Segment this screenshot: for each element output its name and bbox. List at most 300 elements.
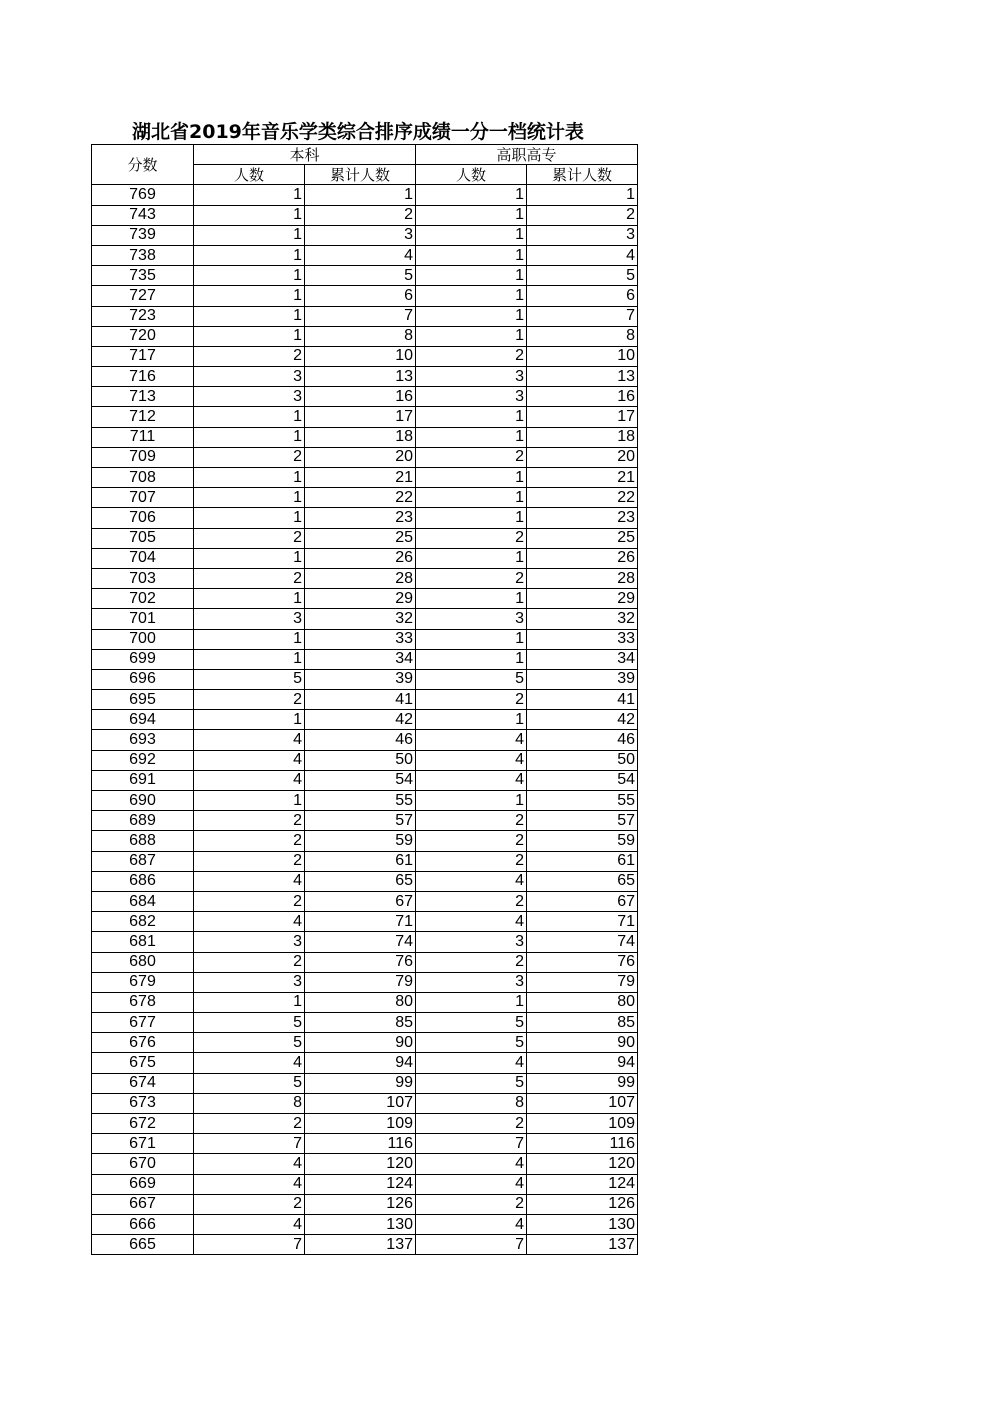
undergrad-cumulative-cell: 1: [305, 185, 416, 205]
table-row: [92, 407, 638, 427]
undergrad-count-cell: 5: [194, 669, 305, 689]
table-row: [92, 205, 638, 225]
score-cell: 717: [92, 346, 194, 366]
vocational-count-cell: 1: [416, 649, 527, 669]
undergrad-count-cell: 4: [194, 1174, 305, 1194]
vocational-count-cell: 3: [416, 972, 527, 992]
table-row: [92, 447, 638, 467]
score-cell: 743: [92, 205, 194, 225]
vocational-count-cell: 2: [416, 1194, 527, 1214]
table-row: [92, 1053, 638, 1073]
undergrad-cumulative-cell: 7: [305, 306, 416, 326]
score-cell: 691: [92, 770, 194, 790]
table-row: [92, 770, 638, 790]
score-cell: 666: [92, 1214, 194, 1234]
vocational-cumulative-cell: 94: [527, 1053, 638, 1073]
table-row: [92, 387, 638, 407]
vocational-count-cell: 1: [416, 589, 527, 609]
undergrad-cumulative-cell: 107: [305, 1093, 416, 1113]
vocational-cumulative-cell: 107: [527, 1093, 638, 1113]
vocational-cumulative-cell: 32: [527, 609, 638, 629]
vocational-cumulative-cell: 137: [527, 1235, 638, 1255]
vocational-cumulative-cell: 54: [527, 770, 638, 790]
vocational-count-cell: 1: [416, 205, 527, 225]
undergrad-count-cell: 8: [194, 1093, 305, 1113]
vocational-cumulative-cell: 116: [527, 1134, 638, 1154]
table-row: [92, 851, 638, 871]
vocational-cumulative-cell: 99: [527, 1073, 638, 1093]
vocational-cumulative-cell: 13: [527, 367, 638, 387]
table-row: [92, 1073, 638, 1093]
score-cell: 689: [92, 811, 194, 831]
vocational-count-cell: 1: [416, 508, 527, 528]
vocational-count-cell: 1: [416, 225, 527, 245]
undergrad-cumulative-cell: 124: [305, 1174, 416, 1194]
table-row: [92, 1033, 638, 1053]
vocational-cumulative-cell: 33: [527, 629, 638, 649]
table-row: [92, 427, 638, 447]
table-row: [92, 710, 638, 730]
score-cell: 681: [92, 932, 194, 952]
undergrad-cumulative-cell: 20: [305, 447, 416, 467]
score-cell: 702: [92, 589, 194, 609]
table-row: [92, 367, 638, 387]
undergrad-cumulative-cell: 2: [305, 205, 416, 225]
table-row: [92, 690, 638, 710]
score-cell: 695: [92, 690, 194, 710]
undergrad-count-cell: 1: [194, 508, 305, 528]
vocational-count-cell: 2: [416, 690, 527, 710]
vocational-cumulative-cell: 61: [527, 851, 638, 871]
undergrad-count-cell: 1: [194, 427, 305, 447]
undergrad-count-cell: 1: [194, 286, 305, 306]
undergrad-count-cell: 1: [194, 245, 305, 265]
vocational-cumulative-cell: 67: [527, 891, 638, 911]
table-header: [92, 145, 638, 185]
undergrad-cumulative-cell: 39: [305, 669, 416, 689]
undergrad-cumulative-cell: 126: [305, 1194, 416, 1214]
table-row: [92, 649, 638, 669]
table-row: [92, 811, 638, 831]
vocational-cumulative-cell: 130: [527, 1214, 638, 1234]
undergrad-cumulative-cell: 54: [305, 770, 416, 790]
page-title: 湖北省2019年音乐学类综合排序成绩一分一档统计表: [132, 121, 584, 143]
table-row: [92, 528, 638, 548]
vocational-count-cell: 4: [416, 1174, 527, 1194]
vocational-cumulative-cell: 71: [527, 912, 638, 932]
table-row: [92, 609, 638, 629]
undergrad-count-cell: 2: [194, 690, 305, 710]
vocational-count-cell: 4: [416, 1214, 527, 1234]
vocational-count-cell: 1: [416, 710, 527, 730]
vocational-count-cell: 2: [416, 952, 527, 972]
table-row: [92, 1194, 638, 1214]
score-cell: 684: [92, 891, 194, 911]
score-cell: 707: [92, 488, 194, 508]
undergrad-count-cell: 1: [194, 710, 305, 730]
score-cell: 696: [92, 669, 194, 689]
vocational-cumulative-cell: 59: [527, 831, 638, 851]
vocational-cumulative-cell: 109: [527, 1114, 638, 1134]
undergrad-cumulative-cell: 32: [305, 609, 416, 629]
table-row: [92, 1174, 638, 1194]
vocational-count-cell: 2: [416, 346, 527, 366]
vocational-cumulative-cell: 29: [527, 589, 638, 609]
score-cell: 705: [92, 528, 194, 548]
vocational-count-cell: 4: [416, 871, 527, 891]
table-row: [92, 326, 638, 346]
undergrad-count-cell: 2: [194, 1194, 305, 1214]
undergrad-cumulative-cell: 23: [305, 508, 416, 528]
undergrad-count-header: 人数: [194, 165, 305, 185]
undergrad-cumulative-cell: 25: [305, 528, 416, 548]
table-row: [92, 1114, 638, 1134]
undergrad-count-cell: 4: [194, 1053, 305, 1073]
vocational-cumulative-cell: 25: [527, 528, 638, 548]
undergrad-count-cell: 2: [194, 346, 305, 366]
vocational-count-cell: 1: [416, 427, 527, 447]
undergrad-count-cell: 1: [194, 185, 305, 205]
undergrad-count-cell: 5: [194, 1073, 305, 1093]
undergrad-count-cell: 2: [194, 1114, 305, 1134]
undergrad-count-cell: 1: [194, 992, 305, 1012]
score-cell: 686: [92, 871, 194, 891]
vocational-cumulative-cell: 2: [527, 205, 638, 225]
score-distribution-table: [91, 144, 638, 1255]
undergrad-count-cell: 4: [194, 871, 305, 891]
undergrad-cumulative-cell: 85: [305, 1013, 416, 1033]
undergrad-count-cell: 3: [194, 932, 305, 952]
vocational-cumulative-cell: 57: [527, 811, 638, 831]
score-cell: 688: [92, 831, 194, 851]
score-cell: 690: [92, 791, 194, 811]
undergrad-cumulative-cell: 17: [305, 407, 416, 427]
undergrad-cumulative-cell: 130: [305, 1214, 416, 1234]
undergrad-cumulative-cell: 61: [305, 851, 416, 871]
table-row: [92, 185, 638, 205]
score-cell: 674: [92, 1073, 194, 1093]
score-cell: 735: [92, 266, 194, 286]
score-cell: 727: [92, 286, 194, 306]
undergrad-cumulative-cell: 65: [305, 871, 416, 891]
vocational-count-cell: 4: [416, 750, 527, 770]
undergrad-cumulative-cell: 71: [305, 912, 416, 932]
undergrad-count-cell: 2: [194, 831, 305, 851]
undergrad-cumulative-cell: 4: [305, 245, 416, 265]
vocational-count-cell: 4: [416, 730, 527, 750]
score-cell: 677: [92, 1013, 194, 1033]
table-row: [92, 750, 638, 770]
undergrad-count-cell: 2: [194, 447, 305, 467]
undergrad-count-cell: 4: [194, 770, 305, 790]
vocational-cumulative-cell: 50: [527, 750, 638, 770]
vocational-cumulative-cell: 90: [527, 1033, 638, 1053]
score-cell: 720: [92, 326, 194, 346]
vocational-count-cell: 2: [416, 831, 527, 851]
score-cell: 739: [92, 225, 194, 245]
vocational-count-cell: 1: [416, 992, 527, 1012]
vocational-count-cell: 4: [416, 912, 527, 932]
undergrad-count-cell: 4: [194, 1214, 305, 1234]
table-row: [92, 972, 638, 992]
vocational-count-cell: 2: [416, 891, 527, 911]
vocational-cumulative-cell: 65: [527, 871, 638, 891]
score-cell: 694: [92, 710, 194, 730]
score-cell: 669: [92, 1174, 194, 1194]
score-cell: 703: [92, 568, 194, 588]
undergrad-count-cell: 1: [194, 548, 305, 568]
undergrad-cumulative-cell: 109: [305, 1114, 416, 1134]
table-row: [92, 932, 638, 952]
undergrad-count-cell: 2: [194, 851, 305, 871]
table-row: [92, 831, 638, 851]
table-row: [92, 266, 638, 286]
table-row: [92, 669, 638, 689]
undergrad-count-cell: 4: [194, 750, 305, 770]
vocational-cumulative-cell: 3: [527, 225, 638, 245]
undergrad-cumulative-cell: 22: [305, 488, 416, 508]
vocational-cumulative-cell: 28: [527, 568, 638, 588]
undergrad-count-cell: 1: [194, 791, 305, 811]
vocational-count-cell: 2: [416, 851, 527, 871]
score-cell: 704: [92, 548, 194, 568]
table-row: [92, 508, 638, 528]
undergrad-cumulative-cell: 116: [305, 1134, 416, 1154]
undergrad-cumulative-cell: 8: [305, 326, 416, 346]
vocational-count-cell: 1: [416, 306, 527, 326]
undergrad-cumulative-cell: 5: [305, 266, 416, 286]
score-cell: 716: [92, 367, 194, 387]
score-cell: 670: [92, 1154, 194, 1174]
vocational-count-cell: 2: [416, 447, 527, 467]
vocational-cumulative-cell: 20: [527, 447, 638, 467]
vocational-count-cell: 1: [416, 407, 527, 427]
vocational-cumulative-cell: 126: [527, 1194, 638, 1214]
vocational-count-cell: 2: [416, 568, 527, 588]
undergrad-count-cell: 4: [194, 730, 305, 750]
score-column-header: 分数: [92, 145, 194, 185]
undergrad-cumulative-cell: 21: [305, 468, 416, 488]
undergrad-cumulative-cell: 33: [305, 629, 416, 649]
table-row: [92, 1154, 638, 1174]
vocational-cumulative-header: 累计人数: [527, 165, 638, 185]
undergrad-count-cell: 2: [194, 568, 305, 588]
vocational-count-cell: 1: [416, 185, 527, 205]
undergrad-count-cell: 2: [194, 952, 305, 972]
undergrad-count-cell: 5: [194, 1033, 305, 1053]
undergrad-count-cell: 7: [194, 1134, 305, 1154]
undergrad-count-cell: 3: [194, 972, 305, 992]
table-row: [92, 629, 638, 649]
vocational-cumulative-cell: 22: [527, 488, 638, 508]
score-cell: 738: [92, 245, 194, 265]
vocational-count-cell: 5: [416, 669, 527, 689]
score-cell: 693: [92, 730, 194, 750]
table-row: [92, 286, 638, 306]
undergrad-cumulative-cell: 41: [305, 690, 416, 710]
vocational-count-cell: 1: [416, 326, 527, 346]
score-cell: 679: [92, 972, 194, 992]
vocational-cumulative-cell: 8: [527, 326, 638, 346]
undergrad-count-cell: 1: [194, 488, 305, 508]
undergrad-count-cell: 1: [194, 407, 305, 427]
undergrad-cumulative-cell: 94: [305, 1053, 416, 1073]
vocational-cumulative-cell: 16: [527, 387, 638, 407]
vocational-count-cell: 5: [416, 1073, 527, 1093]
vocational-cumulative-cell: 80: [527, 992, 638, 1012]
undergrad-cumulative-cell: 6: [305, 286, 416, 306]
undergrad-count-cell: 1: [194, 225, 305, 245]
vocational-count-cell: 1: [416, 548, 527, 568]
table-row: [92, 952, 638, 972]
vocational-cumulative-cell: 1: [527, 185, 638, 205]
vocational-cumulative-cell: 74: [527, 932, 638, 952]
undergrad-count-cell: 3: [194, 387, 305, 407]
undergrad-count-cell: 1: [194, 468, 305, 488]
vocational-count-cell: 3: [416, 387, 527, 407]
undergrad-count-cell: 1: [194, 326, 305, 346]
score-cell: 700: [92, 629, 194, 649]
score-cell: 671: [92, 1134, 194, 1154]
vocational-cumulative-cell: 34: [527, 649, 638, 669]
undergrad-cumulative-cell: 34: [305, 649, 416, 669]
vocational-cumulative-cell: 124: [527, 1174, 638, 1194]
vocational-count-cell: 1: [416, 791, 527, 811]
table-body: [92, 185, 638, 1255]
score-cell: 673: [92, 1093, 194, 1113]
score-cell: 665: [92, 1235, 194, 1255]
undergrad-cumulative-cell: 26: [305, 548, 416, 568]
table-row: [92, 548, 638, 568]
undergrad-cumulative-cell: 59: [305, 831, 416, 851]
undergrad-cumulative-cell: 76: [305, 952, 416, 972]
table-row: [92, 468, 638, 488]
undergrad-count-cell: 5: [194, 1013, 305, 1033]
undergrad-count-cell: 4: [194, 912, 305, 932]
score-cell: 692: [92, 750, 194, 770]
table-row: [92, 1235, 638, 1255]
vocational-cumulative-cell: 10: [527, 346, 638, 366]
vocational-group-header: 高职高专: [416, 145, 638, 165]
vocational-count-cell: 3: [416, 367, 527, 387]
vocational-count-cell: 1: [416, 266, 527, 286]
score-cell: 675: [92, 1053, 194, 1073]
table-row: [92, 306, 638, 326]
undergrad-count-cell: 1: [194, 629, 305, 649]
undergrad-cumulative-cell: 10: [305, 346, 416, 366]
vocational-cumulative-cell: 85: [527, 1013, 638, 1033]
vocational-count-cell: 7: [416, 1235, 527, 1255]
undergrad-cumulative-cell: 13: [305, 367, 416, 387]
vocational-cumulative-cell: 42: [527, 710, 638, 730]
vocational-count-cell: 3: [416, 932, 527, 952]
undergrad-cumulative-cell: 90: [305, 1033, 416, 1053]
vocational-count-cell: 4: [416, 1154, 527, 1174]
undergrad-cumulative-cell: 80: [305, 992, 416, 1012]
undergrad-cumulative-cell: 50: [305, 750, 416, 770]
vocational-count-header: 人数: [416, 165, 527, 185]
score-cell: 667: [92, 1194, 194, 1214]
table-row: [92, 992, 638, 1012]
score-cell: 711: [92, 427, 194, 447]
table-row: [92, 1093, 638, 1113]
vocational-count-cell: 1: [416, 245, 527, 265]
undergrad-count-cell: 1: [194, 306, 305, 326]
vocational-count-cell: 1: [416, 488, 527, 508]
vocational-count-cell: 1: [416, 468, 527, 488]
table-row: [92, 589, 638, 609]
undergrad-count-cell: 3: [194, 609, 305, 629]
undergrad-cumulative-cell: 42: [305, 710, 416, 730]
table-row: [92, 871, 638, 891]
table-row: [92, 346, 638, 366]
undergrad-count-cell: 1: [194, 205, 305, 225]
vocational-cumulative-cell: 6: [527, 286, 638, 306]
undergrad-cumulative-cell: 28: [305, 568, 416, 588]
vocational-cumulative-cell: 55: [527, 791, 638, 811]
score-cell: 706: [92, 508, 194, 528]
vocational-cumulative-cell: 76: [527, 952, 638, 972]
vocational-count-cell: 4: [416, 1053, 527, 1073]
header-row-groups: [92, 145, 638, 165]
vocational-count-cell: 2: [416, 811, 527, 831]
table-row: [92, 245, 638, 265]
table-row: [92, 791, 638, 811]
vocational-cumulative-cell: 23: [527, 508, 638, 528]
vocational-count-cell: 2: [416, 1114, 527, 1134]
vocational-cumulative-cell: 17: [527, 407, 638, 427]
vocational-count-cell: 1: [416, 286, 527, 306]
vocational-cumulative-cell: 79: [527, 972, 638, 992]
vocational-cumulative-cell: 18: [527, 427, 638, 447]
score-cell: 672: [92, 1114, 194, 1134]
score-cell: 680: [92, 952, 194, 972]
score-cell: 708: [92, 468, 194, 488]
vocational-count-cell: 2: [416, 528, 527, 548]
undergrad-cumulative-cell: 46: [305, 730, 416, 750]
undergrad-count-cell: 2: [194, 811, 305, 831]
score-cell: 709: [92, 447, 194, 467]
vocational-cumulative-cell: 4: [527, 245, 638, 265]
score-cell: 676: [92, 1033, 194, 1053]
score-cell: 701: [92, 609, 194, 629]
undergrad-cumulative-cell: 74: [305, 932, 416, 952]
undergrad-count-cell: 2: [194, 528, 305, 548]
undergrad-cumulative-cell: 120: [305, 1154, 416, 1174]
table-row: [92, 488, 638, 508]
vocational-cumulative-cell: 46: [527, 730, 638, 750]
score-cell: 699: [92, 649, 194, 669]
undergrad-cumulative-header: 累计人数: [305, 165, 416, 185]
undergrad-count-cell: 4: [194, 1154, 305, 1174]
vocational-count-cell: 7: [416, 1134, 527, 1154]
vocational-cumulative-cell: 26: [527, 548, 638, 568]
vocational-cumulative-cell: 120: [527, 1154, 638, 1174]
undergrad-cumulative-cell: 18: [305, 427, 416, 447]
undergrad-count-cell: 7: [194, 1235, 305, 1255]
undergrad-cumulative-cell: 57: [305, 811, 416, 831]
score-cell: 713: [92, 387, 194, 407]
undergrad-count-cell: 3: [194, 367, 305, 387]
undergrad-count-cell: 1: [194, 589, 305, 609]
vocational-count-cell: 8: [416, 1093, 527, 1113]
undergrad-cumulative-cell: 16: [305, 387, 416, 407]
vocational-cumulative-cell: 5: [527, 266, 638, 286]
score-cell: 723: [92, 306, 194, 326]
table-row: [92, 225, 638, 245]
score-cell: 712: [92, 407, 194, 427]
undergrad-cumulative-cell: 99: [305, 1073, 416, 1093]
